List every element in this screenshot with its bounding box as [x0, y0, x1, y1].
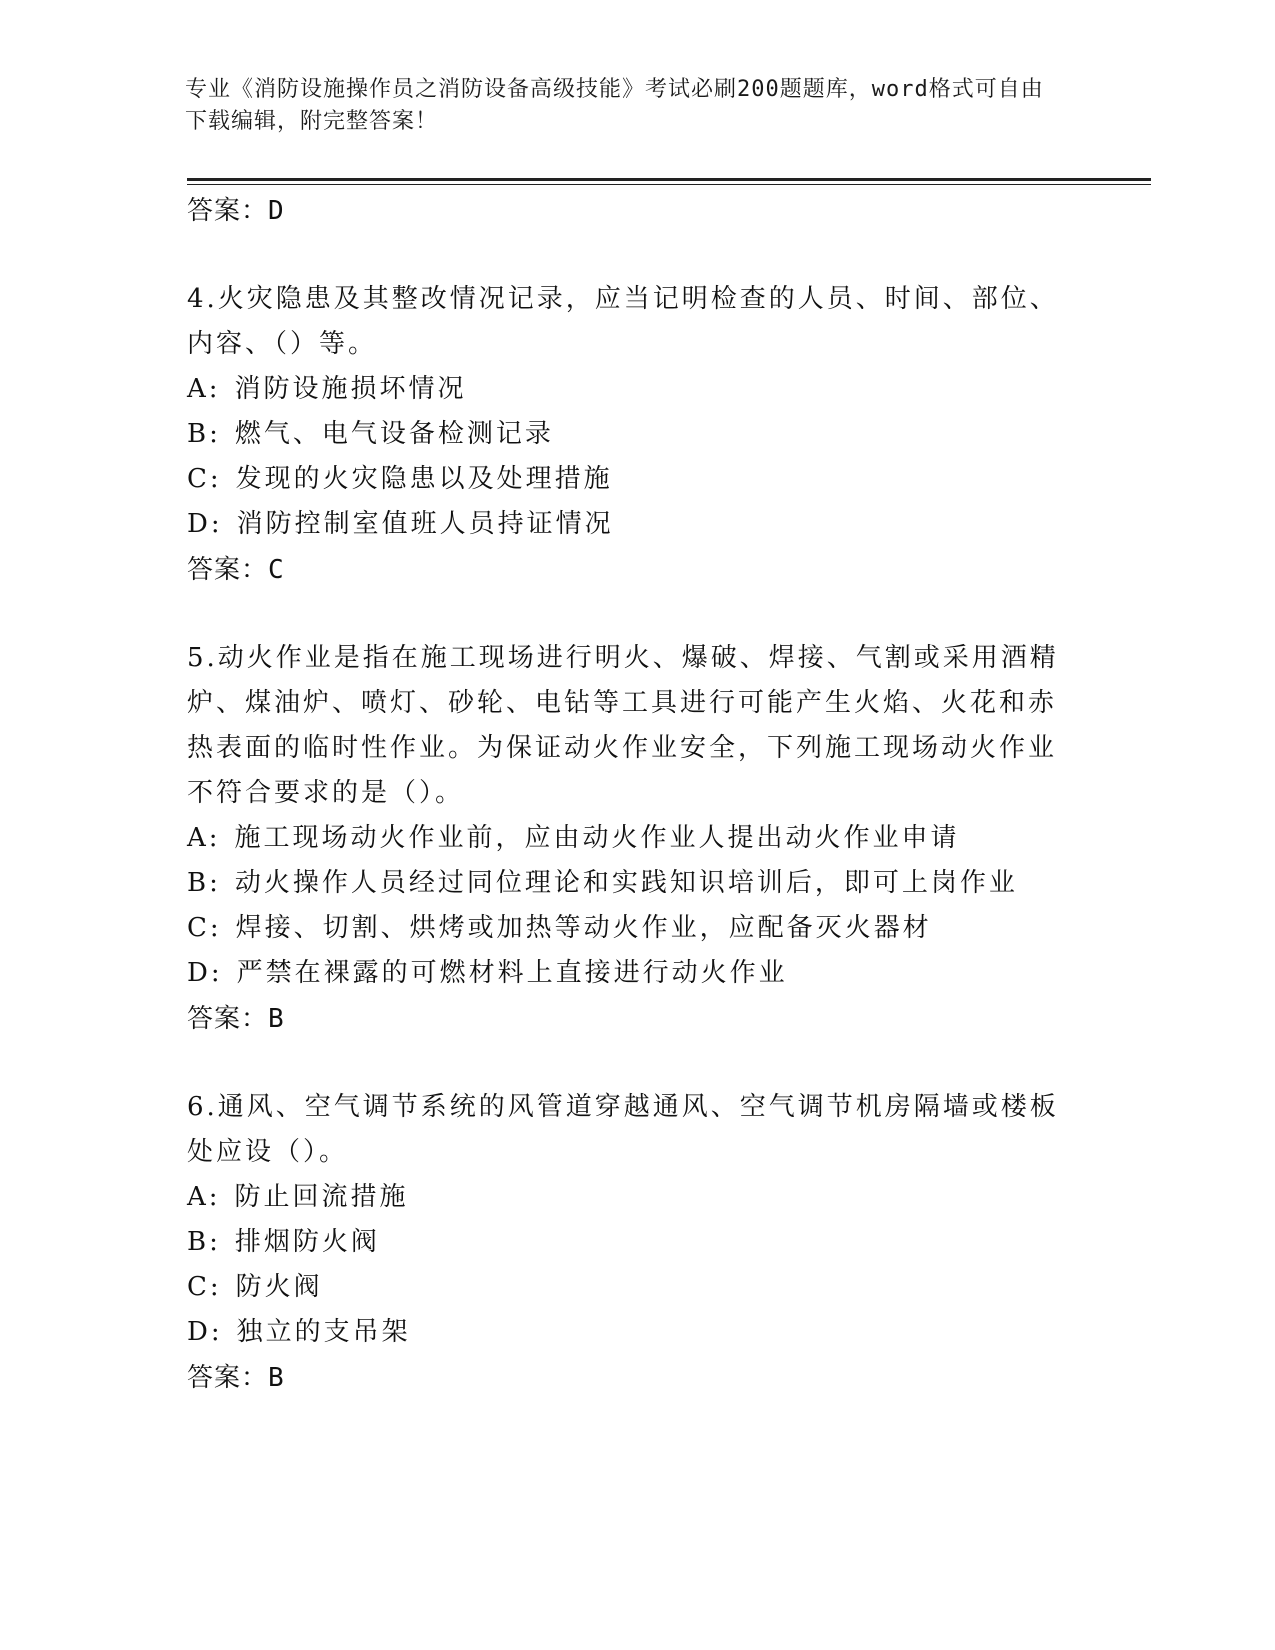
- option-key: C:: [187, 1272, 222, 1302]
- option-text: 排烟防火阀: [234, 1227, 380, 1257]
- option-text: 动火操作人员经过同位理论和实践知识培训后，即可上岗作业: [234, 868, 1018, 898]
- answer-value: C: [268, 555, 285, 585]
- question-6: [187, 1085, 1067, 1401]
- option-text: 消防设施损坏情况: [234, 374, 467, 404]
- document-body: [187, 188, 1067, 1401]
- question-text: 4.火灾隐患及其整改情况记录，应当记明检查的人员、时间、部位、内容、（）等。: [187, 284, 1059, 359]
- option-key: A:: [187, 374, 221, 404]
- answer-value: B: [268, 1363, 285, 1393]
- answer-line: [187, 547, 1067, 593]
- option-c: [187, 1265, 1067, 1310]
- answer-label: 答案：: [187, 555, 269, 585]
- option-key: B:: [187, 868, 221, 898]
- question-text: 5.动火作业是指在施工现场进行明火、爆破、焊接、气割或采用酒精炉、煤油炉、喷灯、砂轮、电钻等工具进行可能产生火焰、火花和赤热表面的临时性作业。为保证动火作业安全，下列施工现场动火作业不符合要求的是（）。: [187, 643, 1059, 808]
- answer-label: 答案：: [187, 1363, 269, 1393]
- option-text: 燃气、电气设备检测记录: [234, 419, 554, 449]
- answer-line-q3: [187, 188, 1067, 234]
- option-text: 焊接、切割、烘烤或加热等动火作业，应配备灭火器材: [235, 913, 932, 943]
- option-text: 防止回流措施: [234, 1182, 409, 1212]
- option-d: [187, 951, 1067, 996]
- option-text: 独立的支吊架: [236, 1317, 411, 1347]
- option-text: 发现的火灾隐患以及处理措施: [235, 464, 613, 494]
- header-rule-thin: [187, 184, 1151, 185]
- option-key: B:: [187, 1227, 221, 1257]
- option-a: [187, 816, 1067, 861]
- question-5: [187, 636, 1067, 1042]
- option-d: [187, 1310, 1067, 1355]
- option-a: [187, 1175, 1067, 1220]
- option-key: A:: [187, 1182, 221, 1212]
- answer-label: 答案：: [187, 1004, 269, 1034]
- header-rule-thick: [187, 178, 1151, 181]
- answer-line: [187, 996, 1067, 1042]
- answer-line: [187, 1355, 1067, 1401]
- option-key: C:: [187, 913, 222, 943]
- option-key: B:: [187, 419, 221, 449]
- option-key: D:: [187, 1317, 223, 1347]
- option-text: 施工现场动火作业前，应由动火作业人提出动火作业申请: [234, 823, 960, 853]
- option-text: 防火阀: [235, 1272, 323, 1302]
- question-text: 6.通风、空气调节系统的风管道穿越通风、空气调节机房隔墙或楼板处应设（）。: [187, 1092, 1059, 1167]
- option-key: D:: [187, 509, 223, 539]
- option-key: C:: [187, 464, 222, 494]
- option-b: [187, 861, 1067, 906]
- question-4: [187, 277, 1067, 593]
- option-c: [187, 457, 1067, 502]
- answer-value: D: [268, 196, 285, 226]
- answer-label: 答案：: [187, 196, 269, 226]
- option-a: [187, 367, 1067, 412]
- answer-value: B: [268, 1004, 285, 1034]
- option-b: [187, 412, 1067, 457]
- document-header: 专业《消防设施操作员之消防设备高级技能》考试必刷200题题库，word格式可自由下载编辑，附完整答案！: [185, 77, 1044, 134]
- option-b: [187, 1220, 1067, 1265]
- option-text: 严禁在裸露的可燃材料上直接进行动火作业: [236, 958, 788, 988]
- option-key: A:: [187, 823, 221, 853]
- option-text: 消防控制室值班人员持证情况: [236, 509, 614, 539]
- option-key: D:: [187, 958, 223, 988]
- option-d: [187, 502, 1067, 547]
- option-c: [187, 906, 1067, 951]
